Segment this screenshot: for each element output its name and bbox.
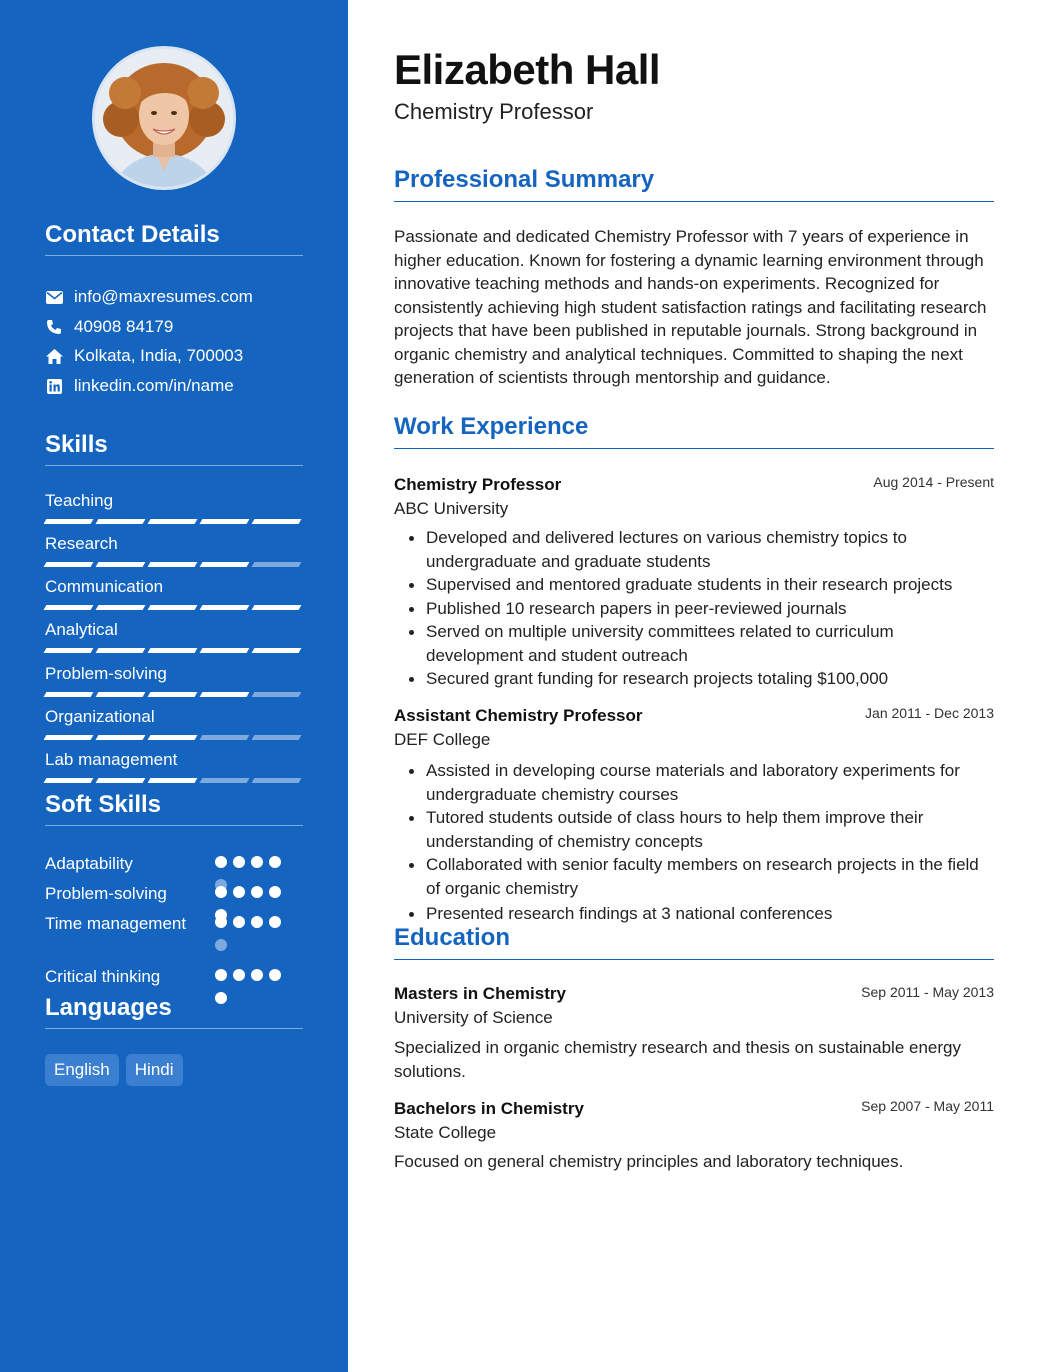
summary-text: Passionate and dedicated Chemistry Professor with 7 years of experience in higher education. Known for fostering a dynamic learning environment through innovative teaching methods and hands-on experiments. Recognized for consistently achieving high student satisfaction ratings and facilitating research projects that have been published in reputable journals. Strong background in organic chemistry and analytical techniques. Committed to shaping the next generation of scientists through mentorship and guidance. xyxy=(394,227,987,387)
skill-level-segment xyxy=(44,519,94,524)
rating-dot xyxy=(233,886,245,898)
skill-level-segment xyxy=(148,778,198,783)
skill-level-segment xyxy=(252,519,302,524)
home-icon xyxy=(45,347,63,365)
skill-level-segment xyxy=(148,648,198,653)
skill-item xyxy=(45,534,303,567)
languages-list xyxy=(45,1054,183,1086)
skill-level-segment xyxy=(200,778,250,783)
degree-dates: Sep 2011 - May 2013 xyxy=(861,984,994,1000)
soft-skill-label: Problem-solving xyxy=(45,884,167,903)
skill-level-segment xyxy=(44,735,94,740)
soft-skills-heading: Soft Skills xyxy=(45,791,303,826)
skill-level-segment xyxy=(252,778,302,783)
skill-level-bar xyxy=(45,562,303,567)
list-item: Supervised and mentored graduate students in their research projects xyxy=(394,573,994,597)
job-dates: Jan 2011 - Dec 2013 xyxy=(865,705,994,721)
contact-linkedin[interactable] xyxy=(45,375,234,397)
skill-label: Communication xyxy=(45,577,164,596)
rating-dot xyxy=(269,969,281,981)
skill-level-segment xyxy=(252,735,302,740)
skill-level-segment xyxy=(44,648,94,653)
skill-item xyxy=(45,620,303,653)
skill-level-segment xyxy=(96,562,146,567)
degree-description: Focused on general chemistry principles and laboratory techniques. xyxy=(394,1152,904,1171)
skill-label: Teaching xyxy=(45,491,114,510)
rating-dot xyxy=(215,916,227,928)
job-title: Assistant Chemistry Professor xyxy=(394,706,643,725)
candidate-title: Chemistry Professor xyxy=(394,99,594,124)
contact-address xyxy=(45,345,243,367)
skill-level-segment xyxy=(148,562,198,567)
education-heading: Education xyxy=(394,924,994,960)
rating-dot xyxy=(269,886,281,898)
skill-level-segment xyxy=(200,648,250,653)
skill-item xyxy=(45,664,303,697)
job-org: ABC University xyxy=(394,499,509,518)
skill-level-segment xyxy=(44,562,94,567)
language-tag: English xyxy=(45,1054,119,1086)
list-item: Secured grant funding for research projects totaling $100,000 xyxy=(394,667,994,691)
skill-item xyxy=(45,750,303,783)
skill-label: Analytical xyxy=(45,620,118,639)
rating-dot xyxy=(233,916,245,928)
skill-label: Research xyxy=(45,534,118,553)
degree-description: Specialized in organic chemistry research and thesis on sustainable energy solutions. xyxy=(394,1038,961,1081)
skill-level-segment xyxy=(252,562,302,567)
soft-skill-item xyxy=(45,965,303,988)
skill-label: Problem-solving xyxy=(45,664,167,683)
skill-level-segment xyxy=(96,778,146,783)
skill-level-segment xyxy=(44,692,94,697)
experience-heading: Work Experience xyxy=(394,413,994,449)
rating-dot xyxy=(233,969,245,981)
skill-level-segment xyxy=(96,519,146,524)
soft-skill-item xyxy=(45,882,303,905)
contact-address-text: Kolkata, India, 700003 xyxy=(74,346,244,365)
candidate-name: Elizabeth Hall xyxy=(394,46,661,93)
degree-dates: Sep 2007 - May 2011 xyxy=(861,1098,994,1114)
rating-dot xyxy=(215,886,227,898)
skill-item xyxy=(45,491,303,524)
skill-label: Organizational xyxy=(45,707,155,726)
soft-skill-label: Adaptability xyxy=(45,854,133,873)
skill-item xyxy=(45,577,303,610)
rating-dot xyxy=(251,886,263,898)
school-name: University of Science xyxy=(394,1008,553,1027)
skill-level-bar xyxy=(45,648,303,653)
skill-level-segment xyxy=(96,735,146,740)
languages-heading: Languages xyxy=(45,994,303,1029)
contact-linkedin-text: linkedin.com/in/name xyxy=(74,376,234,395)
language-tag: Hindi xyxy=(126,1054,183,1086)
skill-level-segment xyxy=(200,605,250,610)
soft-skill-item xyxy=(45,912,303,935)
sidebar xyxy=(0,0,348,1372)
skill-level-segment xyxy=(200,735,250,740)
skill-level-segment xyxy=(252,605,302,610)
list-item: Assisted in developing course materials and laboratory experiments for undergraduate chemistry courses xyxy=(394,759,994,806)
contact-email-text: info@maxresumes.com xyxy=(74,287,253,306)
rating-dot xyxy=(251,856,263,868)
soft-skill-label: Time management xyxy=(45,914,187,933)
skill-level-segment xyxy=(44,778,94,783)
rating-dot xyxy=(215,969,227,981)
list-item: Collaborated with senior faculty members on research projects in the field of organic chemistry xyxy=(394,853,994,900)
contact-heading: Contact Details xyxy=(45,221,303,256)
phone-icon xyxy=(45,318,63,336)
skill-level-segment xyxy=(200,519,250,524)
skill-level-segment xyxy=(148,735,198,740)
skill-level-segment xyxy=(200,692,250,697)
rating-dot xyxy=(215,939,227,951)
skill-level-bar xyxy=(45,605,303,610)
skill-level-segment xyxy=(148,692,198,697)
rating-dot xyxy=(269,916,281,928)
rating-dot xyxy=(251,969,263,981)
skill-level-segment xyxy=(252,692,302,697)
skill-level-segment xyxy=(252,648,302,653)
skill-level-segment xyxy=(44,605,94,610)
degree-title: Masters in Chemistry xyxy=(394,984,566,1003)
soft-skill-label: Critical thinking xyxy=(45,967,161,986)
list-item: Served on multiple university committees related to curriculum development and student outreach xyxy=(394,620,994,667)
list-item: Presented research findings at 3 national conferences xyxy=(394,902,994,926)
rating-dot xyxy=(269,856,281,868)
school-name: State College xyxy=(394,1123,497,1142)
contact-email[interactable] xyxy=(45,286,253,308)
skill-level-bar xyxy=(45,519,303,524)
job-title: Chemistry Professor xyxy=(394,475,562,494)
linkedin-icon xyxy=(45,377,63,395)
skill-level-segment xyxy=(96,605,146,610)
skill-level-segment xyxy=(96,648,146,653)
job-bullets xyxy=(394,759,994,926)
soft-skill-item xyxy=(45,852,303,875)
rating-dot xyxy=(251,916,263,928)
list-item: Tutored students outside of class hours to help them improve their understanding of chemistry concepts xyxy=(394,806,994,853)
list-item: Published 10 research papers in peer-reviewed journals xyxy=(394,597,994,621)
skill-level-bar xyxy=(45,735,303,740)
list-item: Developed and delivered lectures on various chemistry topics to undergraduate and graduate students xyxy=(394,526,994,573)
skill-level-bar xyxy=(45,778,303,783)
skill-level-segment xyxy=(148,519,198,524)
skill-level-segment xyxy=(96,692,146,697)
skill-item xyxy=(45,707,303,740)
skill-level-bar xyxy=(45,692,303,697)
skill-level-segment xyxy=(200,562,250,567)
contact-phone-text: 40908 84179 xyxy=(74,317,174,336)
skills-heading: Skills xyxy=(45,431,303,466)
degree-title: Bachelors in Chemistry xyxy=(394,1099,584,1118)
job-org: DEF College xyxy=(394,730,491,749)
job-dates: Aug 2014 - Present xyxy=(873,474,994,490)
envelope-icon xyxy=(45,288,63,306)
summary-heading: Professional Summary xyxy=(394,166,994,202)
contact-phone[interactable] xyxy=(45,316,173,338)
rating-dot xyxy=(233,856,245,868)
avatar xyxy=(92,46,236,190)
job-bullets xyxy=(394,526,994,691)
skill-level-segment xyxy=(148,605,198,610)
skill-label: Lab management xyxy=(45,750,178,769)
rating-dot xyxy=(215,856,227,868)
